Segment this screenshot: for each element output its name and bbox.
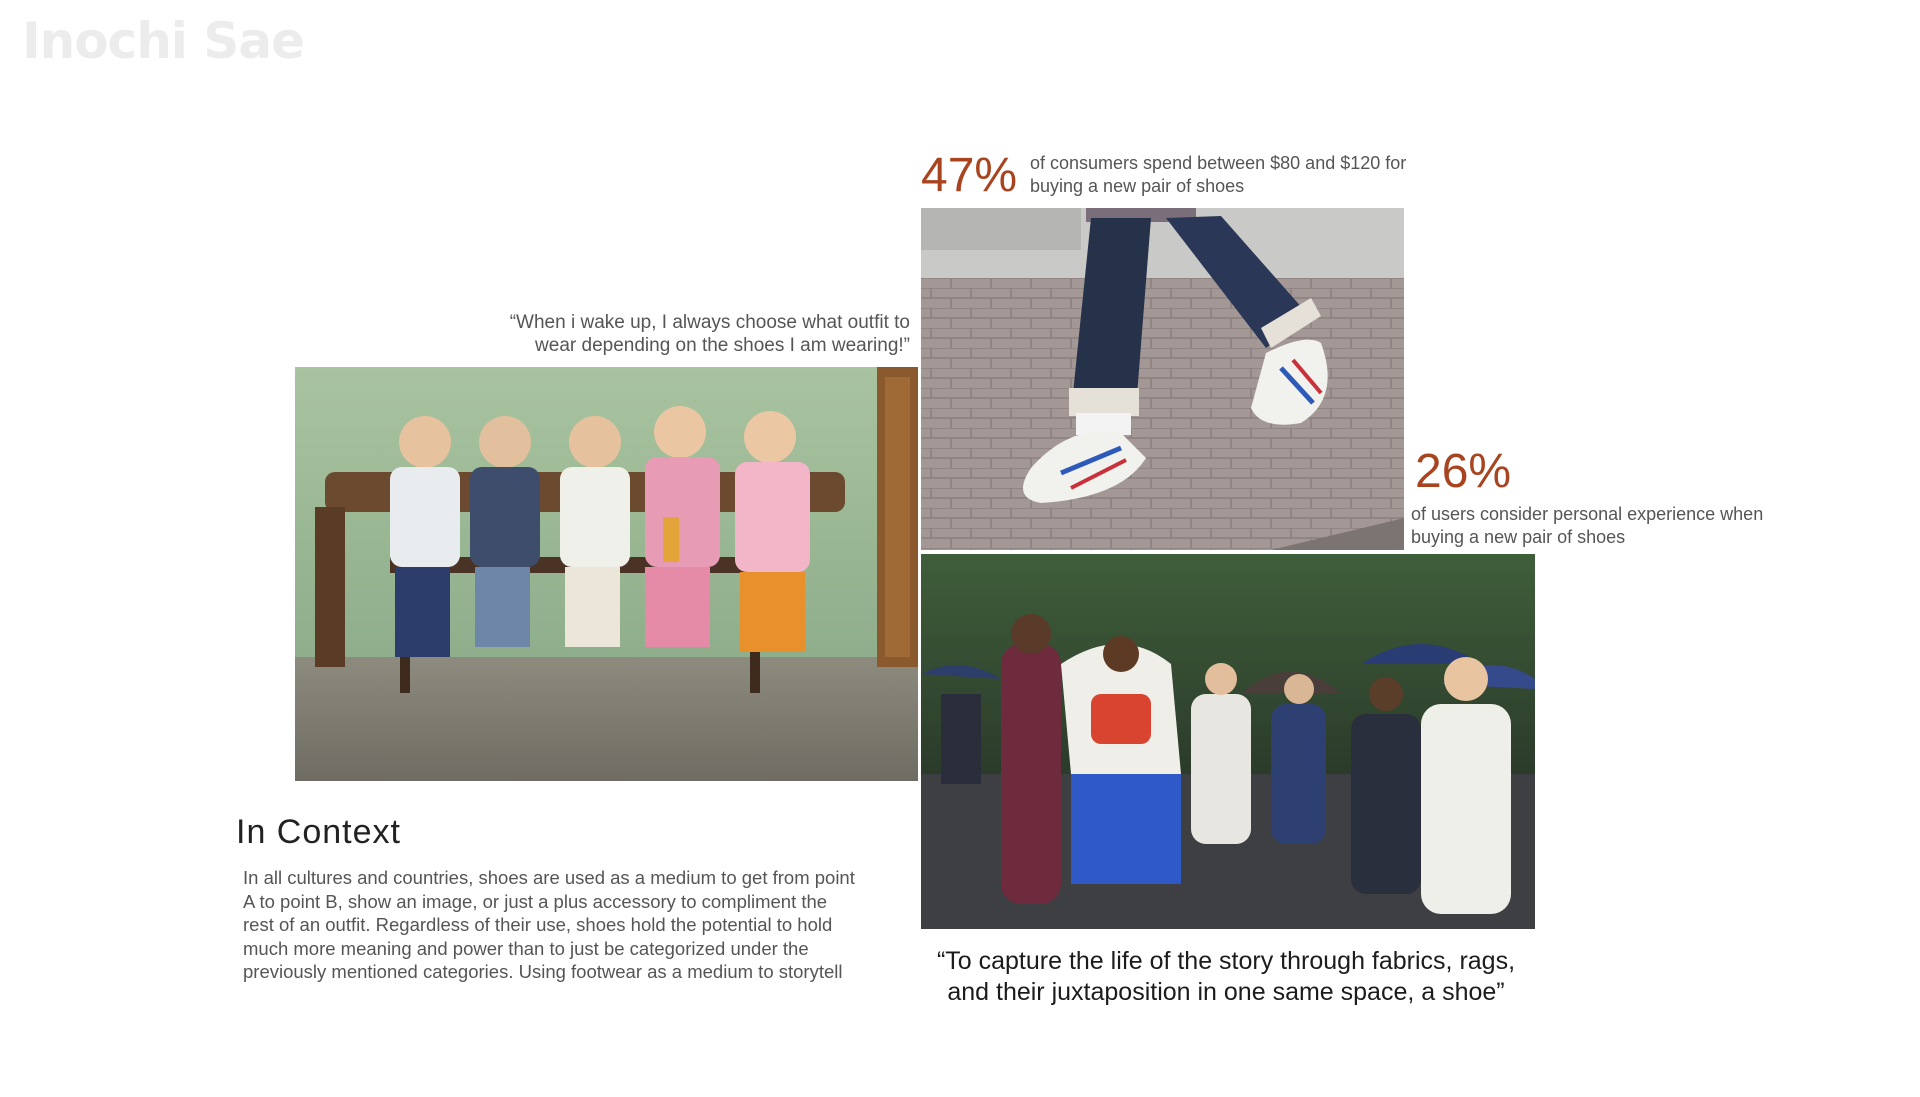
stat-text-spending: of consumers spend between $80 and $120 for buying a new pair of shoes (1030, 153, 1407, 196)
walking-shoes-photo (921, 208, 1404, 550)
stat-percent-spending: 47% (921, 149, 1018, 202)
context-heading: In Context (236, 813, 401, 851)
bottom-quote: “To capture the life of the story through fabrics, rags, and their juxtaposition in one same space, a shoe” (936, 947, 1516, 1006)
context-body: In all cultures and countries, shoes are used as a medium to get from point A to point B, show an image, or just a plus accessory to compliment the rest of an outfit. Regardless of their use, shoes hold the potential to hold much more meaning and power than to just be categorized under the previously mentioned categories. Using footwear as a medium to storytell (243, 867, 855, 982)
stat-text-experience: of users consider personal experience when buying a new pair of shoes (1411, 504, 1764, 547)
kids-tea-photo (295, 367, 918, 781)
brand-logo-text: Inochi Sae (22, 12, 304, 70)
kids-quote: “When i wake up, I always choose what outfit to wear depending on the shoes I am wearing!” (509, 312, 910, 356)
street-dance-crowd-photo (921, 554, 1535, 929)
stat-percent-experience: 26% (1415, 445, 1512, 498)
